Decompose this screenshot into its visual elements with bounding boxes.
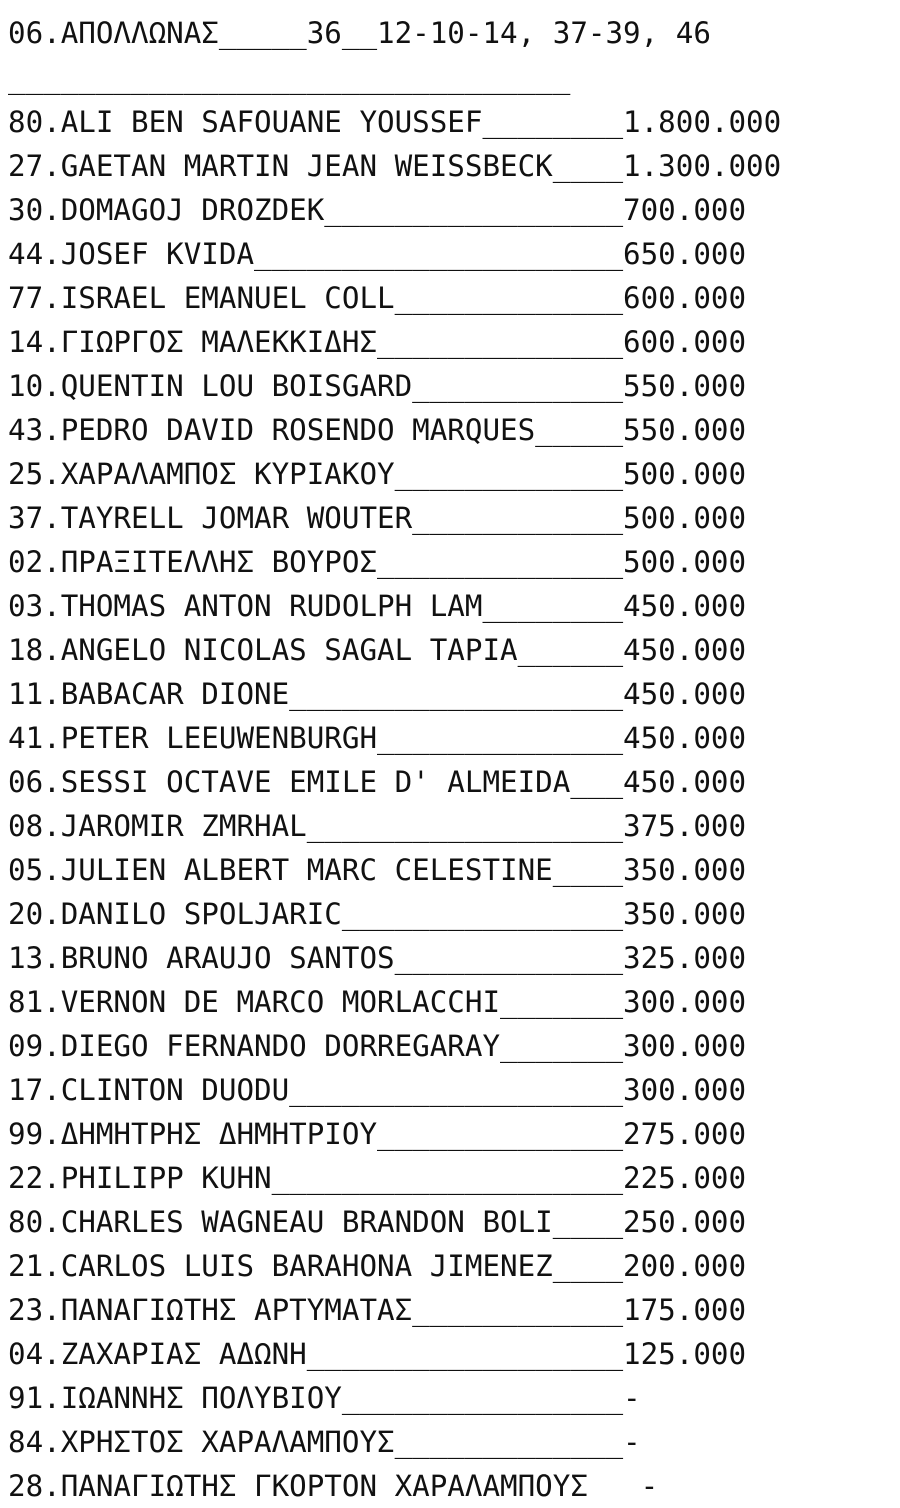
player-row: 80.CHARLES WAGNEAU BRANDON BOLI____250.000: [8, 1205, 747, 1239]
player-row: 13.BRUNO ARAUJO SANTOS_____________325.000: [8, 941, 747, 975]
player-row: 41.PETER LEEUWENBURGH______________450.000: [8, 721, 747, 755]
player-row: 44.JOSEF KVIDA_____________________650.000: [8, 237, 747, 271]
player-row: 14.ΓΙΩΡΓΟΣ ΜΑΛΕΚΚΙΔΗΣ______________600.000: [8, 325, 747, 359]
player-row: 04.ΖΑΧΑΡΙΑΣ ΑΔΩΝΗ__________________125.000: [8, 1337, 747, 1371]
document-body: [8, 10, 896, 1508]
player-row: 84.ΧΡΗΣΤΟΣ ΧΑΡΑΛΑΜΠΟΥΣ_____________-: [8, 1425, 641, 1459]
team-header: 06.ΑΠΟΛΛΩΝΑΣ_____36__12-10-14, 37-39, 46: [8, 16, 711, 50]
player-row: 03.THOMAS ANTON RUDOLPH LAM________450.000: [8, 589, 747, 623]
player-row: 81.VERNON DE MARCO MORLACCHI_______300.000: [8, 985, 747, 1019]
player-row: 25.ΧΑΡΑΛΑΜΠΟΣ ΚΥΡΙΑΚΟΥ_____________500.000: [8, 457, 747, 491]
player-row: 06.SESSI OCTAVE EMILE D' ALMEIDA___450.000: [8, 765, 747, 799]
player-row: 09.DIEGO FERNANDO DORREGARAY_______300.000: [8, 1029, 747, 1063]
player-row: 23.ΠΑΝΑΓΙΩΤΗΣ ΑΡΤΥΜΑΤΑΣ____________175.000: [8, 1293, 747, 1327]
player-row: 77.ISRAEL EMANUEL COLL_____________600.000: [8, 281, 747, 315]
player-row: 99.ΔΗΜΗΤΡΗΣ ΔΗΜΗΤΡΙΟΥ______________275.000: [8, 1117, 747, 1151]
player-row: 91.ΙΩΑΝΝΗΣ ΠΟΛΥΒΙΟΥ________________-: [8, 1381, 641, 1415]
player-row: 27.GAETAN MARTIN JEAN WEISSBECK____1.300.000: [8, 149, 782, 183]
player-row: 22.PHILIPP KUHN____________________225.000: [8, 1161, 747, 1195]
player-row: 80.ALI BEN SAFOUANE YOUSSEF________1.800.000: [8, 105, 782, 139]
player-row: 20.DANILO SPOLJARIC________________350.000: [8, 897, 747, 931]
player-row: 05.JULIEN ALBERT MARC CELESTINE____350.000: [8, 853, 747, 887]
player-row: 17.CLINTON DUODU___________________300.000: [8, 1073, 747, 1107]
player-row: 30.DOMAGOJ DROZDEK_________________700.000: [8, 193, 747, 227]
player-salary-list: [8, 100, 896, 1508]
player-row: 11.BABACAR DIONE___________________450.000: [8, 677, 747, 711]
player-row: 18.ANGELO NICOLAS SAGAL TAPIA______450.000: [8, 633, 747, 667]
player-row: 21.CARLOS LUIS BARAHONA JIMENEZ____200.000: [8, 1249, 747, 1283]
player-row: 02.ΠΡΑΞΙΤΕΛΛΗΣ ΒΟΥΡΟΣ______________500.000: [8, 545, 747, 579]
player-row: 10.QUENTIN LOU BOISGARD____________550.000: [8, 369, 747, 403]
separator-line: ________________________________: [8, 61, 571, 95]
player-row: 28.ΠΑΝΑΓΙΩΤΗΣ ΓΚΟΡΤΟΝ ΧΑΡΑΛΑΜΠΟΥΣ -: [8, 1469, 659, 1503]
player-row: 08.JAROMIR ZMRHAL__________________375.000: [8, 809, 747, 843]
player-row: 37.TAYRELL JOMAR WOUTER____________500.000: [8, 501, 747, 535]
player-row: 43.PEDRO DAVID ROSENDO MARQUES_____550.000: [8, 413, 747, 447]
